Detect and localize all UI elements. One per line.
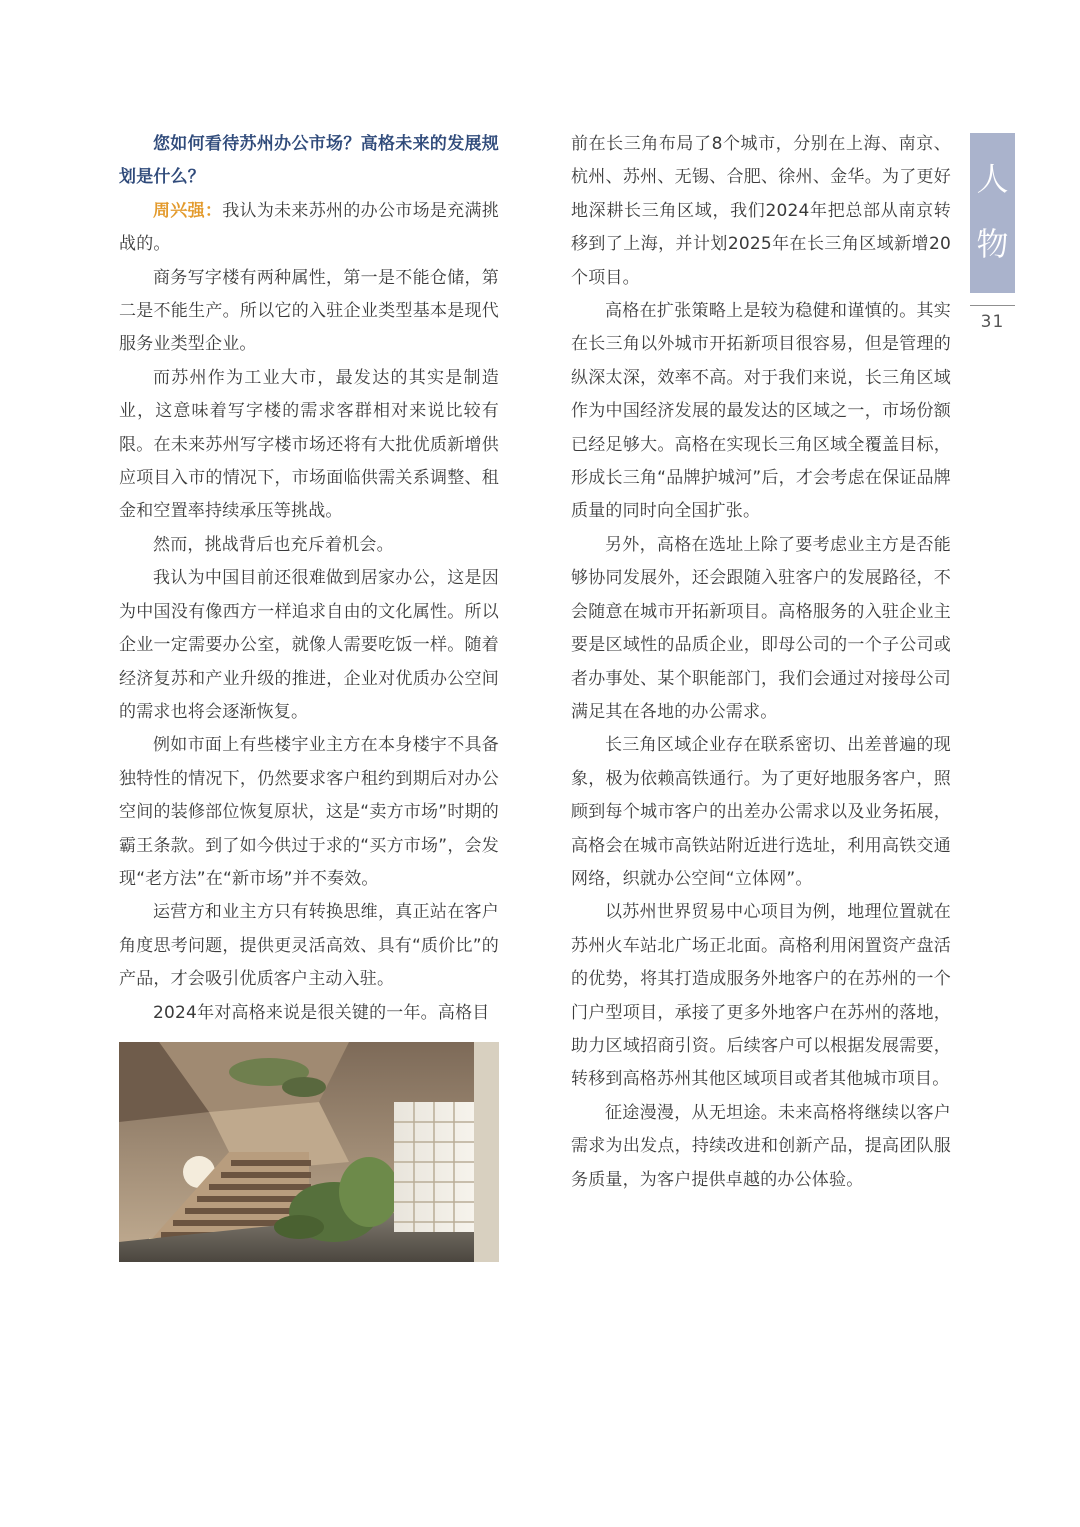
body-paragraph: 2024年对高格来说是很关键的一年。高格目	[153, 1002, 490, 1023]
body-paragraph: 商务写字楼有两种属性，第一是不能仓储，第二是不能生产。所以它的入驻企业类型基本是现代服务业类型企业。	[119, 267, 499, 355]
body-paragraph: 运营方和业主方只有转换思维，真正站在客户角度思考问题，提供更灵活高效、具有“质价比”的产品，才会吸引优质客户主动入驻。	[119, 902, 499, 990]
section-tab	[970, 133, 1015, 293]
body-paragraph: 以苏州世界贸易中心项目为例，地理位置就在苏州火车站北广场正北面。高格利用闲置资产盘活的优势，将其打造成服务外地客户的在苏州的一个门户型项目，承接了更多外地客户在苏州的落地，助力区域招商引资。后续客户可以根据发展需要，转移到高格苏州其他区域项目或者其他城市项目。	[571, 902, 951, 1090]
office-staircase-photo	[119, 1042, 499, 1262]
body-paragraph: 长三角区域企业存在联系密切、出差普遍的现象，极为依赖高铁通行。为了更好地服务客户，照顾到每个城市客户的出差办公需求以及业务拓展，高格会在城市高铁站附近进行选址，利用高铁交通网络，织就办公空间“立体网”。	[571, 735, 951, 889]
body-paragraph: 我认为中国目前还很难做到居家办公，这是因为中国没有像西方一样追求自由的文化属性。所以企业一定需要办公室，就像人需要吃饭一样。随着经济复苏和产业升级的推进，企业对优质办公空间的需求也将会逐渐恢复。	[119, 568, 499, 722]
body-paragraph: 高格在扩张策略上是较为稳健和谨慎的。其实在长三角以外城市开拓新项目很容易，但是管理的纵深太深，效率不高。对于我们来说，长三角区域作为中国经济发展的最发达的区域之一，市场份额已经足够大。高格在实现长三角区域全覆盖目标，形成长三角“品牌护城河”后，才会考虑在保证品牌质量的同时向全国扩张。	[571, 301, 951, 522]
answer-first-paragraph	[119, 195, 499, 262]
body-paragraph: 然而，挑战背后也充斥着机会。	[153, 534, 394, 555]
interview-question: 您如何看待苏州办公市场？高格未来的发展规划是什么？	[119, 134, 499, 188]
body-paragraph: 征途漫漫，从无坦途。未来高格将继续以客户需求为出发点，持续改进和创新产品，提高团队服务质量，为客户提供卓越的办公体验。	[571, 1102, 951, 1190]
section-label-char-2: 物	[976, 225, 1009, 263]
left-column	[119, 128, 499, 1030]
speaker-label: 周兴强：	[153, 200, 223, 221]
divider	[970, 305, 1015, 306]
right-column	[571, 128, 951, 1197]
answer-first-text: 我认为未来苏州的办公市场是充满挑战的。	[119, 200, 499, 255]
continued-paragraph: 前在长三角布局了8个城市，分别在上海、南京、杭州、苏州、无锡、合肥、徐州、金华。为了更好地深耕长三角区域，我们2024年把总部从南京转移到了上海，并计划2025年在长三角区域新增20个项目。	[571, 134, 951, 288]
body-paragraph: 另外，高格在选址上除了要考虑业主方是否能够协同发展外，还会跟随入驻客户的发展路径，不会随意在城市开拓新项目。高格服务的入驻企业主要是区域性的品质企业，即母公司的一个子公司或者办事处、某个职能部门，我们会通过对接母公司满足其在各地的办公需求。	[571, 534, 951, 722]
section-label-char-1: 人	[976, 160, 1009, 198]
office-staircase-illustration	[119, 1042, 499, 1262]
body-paragraph: 例如市面上有些楼宇业主方在本身楼宇不具备独特性的情况下，仍然要求客户租约到期后对办公空间的装修部位恢复原状，这是“卖方市场”时期的霸王条款。到了如今供过于求的“买方市场”，会发现“老方法”在“新市场”并不奏效。	[119, 735, 499, 889]
body-paragraph: 而苏州作为工业大市，最发达的其实是制造业，这意味着写字楼的需求客群相对来说比较有限。在未来苏州写字楼市场还将有大批优质新增供应项目入市的情况下，市场面临供需关系调整、租金和空置率持续承压等挑战。	[119, 367, 499, 522]
page-number: 31	[980, 312, 1005, 332]
